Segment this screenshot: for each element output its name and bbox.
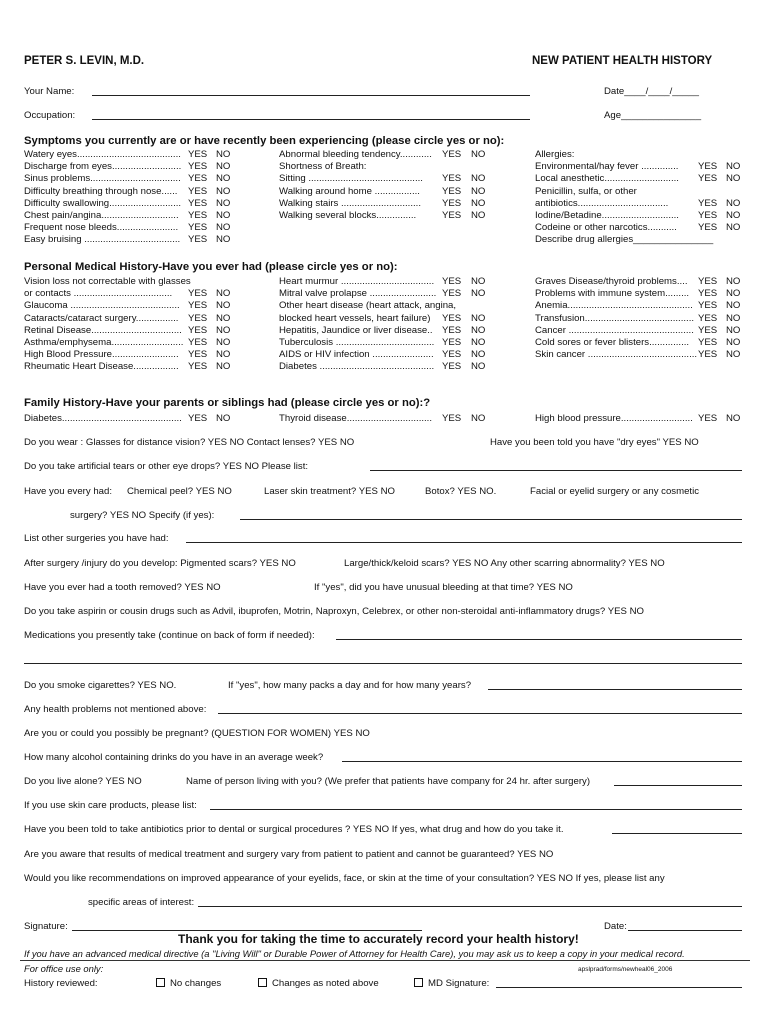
surgery-specify-question[interactable]: surgery? YES NO Specify (if yes): [70,510,215,521]
yes-option[interactable]: YES [188,149,208,160]
person-living-field[interactable] [614,785,742,786]
md-signature-option[interactable] [414,978,489,989]
yes-option[interactable]: YES [188,197,208,209]
alcohol-question: How many alcohol containing drinks do you have in an average week? [24,752,324,763]
yes-option[interactable]: YES [442,349,462,361]
no-option[interactable]: NO [216,222,231,234]
question-label: Discharge from eyes.......................... [24,161,182,173]
no-option[interactable]: NO [216,312,231,324]
areas-of-interest-field[interactable] [198,906,742,907]
family-diabetes [24,413,182,424]
question-label: blocked heart vessels, heart failure) [279,312,431,324]
yes-option[interactable]: YES [442,197,462,209]
keloid-scars-question[interactable]: Large/thick/keloid scars? YES NO Any other scarring abnormality? YES NO [344,558,665,569]
yes-option[interactable]: YES [188,324,208,336]
no-option[interactable]: NO [726,312,741,324]
chemical-peel-question[interactable]: Chemical peel? YES NO [127,486,232,497]
question-label: Local anesthetic............................ [535,173,679,185]
age-field[interactable]: Age_______________ [604,110,702,121]
yes-option[interactable]: YES [698,349,718,361]
no-option[interactable]: NO [216,349,231,361]
no-option[interactable]: NO [726,161,741,173]
no-changes-checkbox[interactable] [156,978,165,987]
skin-products-field[interactable] [210,809,742,810]
aspirin-question[interactable]: Do you take aspirin or cousin drugs such as Advil, ibuprofen, Motrin, Naproxyn, Celebrex, or other non-steroidal anti-inflammatory drugs? YES NO [24,606,644,617]
no-option[interactable]: NO [216,173,231,185]
yes-option[interactable]: YES [188,300,208,312]
yes-option[interactable]: YES [442,210,462,221]
yes-option[interactable]: YES [188,234,208,246]
question-label: Vision loss not correctable with glasses [24,276,191,287]
family-hbp-yes[interactable]: YES [698,413,718,424]
no-option[interactable]: NO [471,276,486,287]
form-code: apslprad/forms/newheal06_2006 [578,966,673,973]
laser-question[interactable]: Laser skin treatment? YES NO [264,486,395,497]
question-label: Frequent nose bleeds....................... [24,222,179,234]
question-label: Walking stairs .............................. [279,197,421,209]
question-label: Mitral valve prolapse ......................... [279,288,437,300]
yes-option[interactable]: YES [442,185,462,197]
no-option[interactable]: NO [216,300,231,312]
other-surgeries-field[interactable] [186,542,742,543]
your-name-label: Your Name: [24,86,75,97]
question-label: Skin cancer ......................................... [535,349,698,361]
yes-option[interactable]: YES [442,361,462,373]
yes-option[interactable]: YES [188,210,208,221]
yes-option[interactable]: YES [188,222,208,234]
no-option[interactable]: NO [471,324,486,336]
question-label: Sinus problems.................................. [24,173,181,185]
your-name-field[interactable] [92,95,530,96]
no-option[interactable]: NO [726,337,741,348]
dry-eyes-question[interactable]: Have you been told you have "dry eyes" YES NO [490,437,699,448]
question-label: High Blood Pressure......................... [24,349,179,361]
personal-history-title: Personal Medical History-Have you ever had (please circle yes or no): [24,261,398,273]
no-option[interactable]: NO [216,161,231,173]
no-option[interactable]: NO [471,197,486,209]
no-option[interactable]: NO [726,173,741,185]
yes-option[interactable]: YES [698,288,718,300]
recommendations-question[interactable]: Would you like recommendations on improved appearance of your eyelids, face, or skin at the time of your consultation? YES NO If yes, please list any [24,873,665,884]
question-label: Other heart disease (heart attack, angina, [279,300,457,312]
question-label: Cancer ............................................... [535,324,694,336]
medications-label: Medications you presently take (continue on back of form if needed): [24,630,315,641]
question-label: Walking around home ................. [279,185,420,197]
no-option[interactable]: NO [216,361,231,373]
no-option[interactable]: NO [216,337,231,348]
pregnant-question[interactable]: Are you or could you possibly be pregnant? (QUESTION FOR WOMEN) YES NO [24,728,370,739]
office-use-label: For office use only: [24,963,104,974]
unusual-bleeding-question[interactable]: If "yes", did you have unusual bleeding at that time? YES NO [314,582,573,593]
packs-question: If "yes", how many packs a day and for how many years? [228,680,472,691]
yes-option[interactable]: YES [698,337,718,348]
signature-field[interactable] [72,930,422,931]
question-label: antibiotics.................................. [535,197,669,209]
yes-option[interactable]: YES [442,173,462,185]
yes-option[interactable]: YES [442,288,462,300]
skin-products-label: If you use skin care products, please list: [24,800,197,811]
no-option[interactable]: NO [471,288,486,300]
eyewear-question[interactable]: Do you wear : Glasses for distance vision? YES NO Contact lenses? YES NO [24,437,355,448]
no-option[interactable]: NO [216,324,231,336]
yes-option[interactable]: YES [188,288,208,300]
no-option[interactable]: NO [726,276,741,287]
question-label: Anemia............................................... [535,300,693,312]
yes-option[interactable]: YES [188,173,208,185]
cosmetic-surgery-question: Facial or eyelid surgery or any cosmetic [530,486,700,497]
yes-option[interactable]: YES [698,197,718,209]
question-label: Describe drug allergies_______________ [535,234,714,246]
yes-option[interactable]: YES [698,324,718,336]
no-option[interactable]: NO [216,197,231,209]
question-label: Rheumatic Heart Disease................. [24,361,179,373]
symptoms-title: Symptoms you currently are or have recently been experiencing (please circle yes or no): [24,135,505,147]
changes-noted-option[interactable] [258,978,379,989]
no-option[interactable]: NO [471,349,486,361]
question-label: Cataracts/cataract surgery................ [24,312,179,324]
botox-question[interactable]: Botox? YES NO. [425,486,497,497]
family-diabetes-label: Diabetes............................................. [24,413,182,424]
other-surgeries-label: List other surgeries you have had: [24,533,169,544]
yes-option[interactable]: YES [188,312,208,324]
family-thyroid-label: Thyroid disease................................ [279,413,433,424]
no-option[interactable]: NO [471,361,486,373]
footer-divider [20,960,750,961]
alcohol-field[interactable] [342,761,742,762]
no-option[interactable]: NO [216,210,231,221]
question-label: Transfusion......................................... [535,312,695,324]
question-label: Glaucoma ......................................... [24,300,180,312]
question-label: Sitting ........................................... [279,173,423,185]
medications-field-2[interactable] [24,663,742,664]
antibiotics-field[interactable] [612,833,742,834]
doctor-name: PETER S. LEVIN, M.D. [24,55,145,67]
no-changes-label: No changes [170,978,222,989]
question-label: Shortness of Breath: [279,161,367,173]
family-diabetes-no[interactable]: NO [216,413,231,424]
yes-option[interactable]: YES [442,312,462,324]
changes-noted-label: Changes as noted above [272,978,379,989]
history-reviewed-label: History reviewed: [24,978,98,989]
no-option[interactable]: NO [726,197,741,209]
family-hbp-label: High blood pressure........................... [535,413,693,424]
question-label: Heart murmur ................................... [279,276,435,287]
question-label: Asthma/emphysema........................... [24,337,184,348]
occupation-label: Occupation: [24,110,76,121]
date-field[interactable]: Date____/____/_____ [604,86,699,97]
tooth-removed-question[interactable]: Have you ever had a tooth removed? YES NO [24,582,221,593]
family-hbp-no[interactable]: NO [726,413,741,424]
no-option[interactable]: NO [216,185,231,197]
question-label: Difficulty swallowing........................... [24,197,182,209]
thank-you-message: Thank you for taking the time to accurately record your health history! [178,932,579,946]
question-label: Walking several blocks............... [279,210,417,221]
yes-option[interactable]: YES [188,185,208,197]
signature-label: Signature: [24,921,68,932]
no-option[interactable]: NO [726,349,741,361]
occupation-field[interactable] [92,119,530,120]
yes-option[interactable]: YES [188,361,208,373]
question-label: or contacts ..................................... [24,288,173,300]
question-label: Iodine/Betadine............................. [535,210,679,221]
yes-option[interactable]: YES [698,312,718,324]
question-label: Difficulty breathing through nose...... [24,185,178,197]
pigmented-scars-question[interactable]: After surgery /injury do you develop: Pigmented scars? YES NO [24,558,296,569]
smoke-question[interactable]: Do you smoke cigarettes? YES NO. [24,680,177,691]
question-label: Environmental/hay fever .............. [535,161,679,173]
had-procedures-label: Have you every had: [24,486,112,497]
question-label: Problems with immune system......... [535,288,690,300]
question-label: Graves Disease/thyroid problems.... [535,276,688,287]
question-label: Allergies: [535,149,575,160]
question-label: Hepatitis, Jaundice or liver disease.. [279,324,433,336]
no-option[interactable]: NO [216,288,231,300]
surgery-specify-field[interactable] [240,519,742,520]
yes-option[interactable]: YES [698,210,718,221]
no-option[interactable]: NO [726,324,741,336]
yes-option[interactable]: YES [698,276,718,287]
no-option[interactable]: NO [726,222,741,234]
antibiotics-question[interactable]: Have you been told to take antibiotics prior to dental or surgical procedures ? YES NO If yes, what drug and how do you take it. [24,824,564,835]
no-option[interactable]: NO [216,234,231,246]
question-label: AIDS or HIV infection ....................... [279,349,434,361]
question-label: Abnormal bleeding tendency............ [279,149,432,160]
packs-field[interactable] [488,689,742,690]
yes-option[interactable]: YES [698,222,718,234]
no-option[interactable]: NO [726,300,741,312]
yes-option[interactable]: YES [442,149,462,160]
footer-date-field[interactable] [628,930,742,931]
md-signature-checkbox[interactable] [414,978,423,987]
other-problems-field[interactable] [218,713,742,714]
yes-option[interactable]: YES [442,324,462,336]
no-option[interactable]: NO [726,210,741,221]
yes-option[interactable]: YES [188,337,208,348]
person-living-question: Name of person living with you? (We prefer that patients have company for 24 hr. after surgery) [186,776,591,787]
md-signature-label: MD Signature: [428,978,490,989]
no-option[interactable]: NO [471,312,486,324]
form-title: NEW PATIENT HEALTH HISTORY [532,55,713,67]
family-diabetes-yes[interactable]: YES [188,413,208,424]
footer-date-label: Date: [604,921,627,932]
question-label: Codeine or other narcotics........... [535,222,677,234]
question-label: Easy bruising .................................... [24,234,181,246]
areas-of-interest-label: specific areas of interest: [88,897,195,908]
question-label: Diabetes ........................................... [279,361,435,373]
no-option[interactable]: NO [726,288,741,300]
no-option[interactable]: NO [216,149,231,160]
no-option[interactable]: NO [471,185,486,197]
family-history-title: Family History-Have your parents or siblings had (please circle yes or no):? [24,397,431,409]
live-alone-question[interactable]: Do you live alone? YES NO [24,776,142,787]
yes-option[interactable]: YES [188,161,208,173]
question-label: Penicillin, sulfa, or other [535,185,637,197]
question-label: Chest pain/angina............................. [24,210,179,221]
yes-option[interactable]: YES [698,300,718,312]
aware-question[interactable]: Are you aware that results of medical treatment and surgery vary from patient to patient and cannot be guaranteed? YES NO [24,849,554,860]
no-option[interactable]: NO [471,210,486,221]
changes-noted-checkbox[interactable] [258,978,267,987]
no-option[interactable]: NO [471,337,486,348]
eye-drops-list-field[interactable] [370,470,742,471]
no-option[interactable]: NO [471,173,486,185]
question-label: Watery eyes....................................... [24,149,181,160]
md-signature-field[interactable] [496,987,742,988]
advance-directive-note: If you have an advanced medical directive (a "Living Will" or Durable Power of Attorney for Health Care), you may ask us to keep a copy in your medical record. [24,948,685,959]
yes-option[interactable]: YES [442,276,462,287]
medications-field[interactable] [336,639,742,640]
eye-drops-question[interactable]: Do you take artificial tears or other eye drops? YES NO Please list: [24,461,309,472]
family-thyroid-yes[interactable]: YES [442,413,462,424]
question-label: Retinal Disease.................................. [24,324,182,336]
question-label: Tuberculosis ..................................... [279,337,435,348]
no-option[interactable]: NO [471,149,486,160]
family-thyroid-no[interactable]: NO [471,413,486,424]
yes-option[interactable]: YES [442,337,462,348]
other-problems-label: Any health problems not mentioned above: [24,704,207,715]
question-label: Cold sores or fever blisters............... [535,337,690,348]
no-changes-option[interactable] [156,978,221,989]
yes-option[interactable]: YES [698,161,718,173]
yes-option[interactable]: YES [188,349,208,361]
yes-option[interactable]: YES [698,173,718,185]
